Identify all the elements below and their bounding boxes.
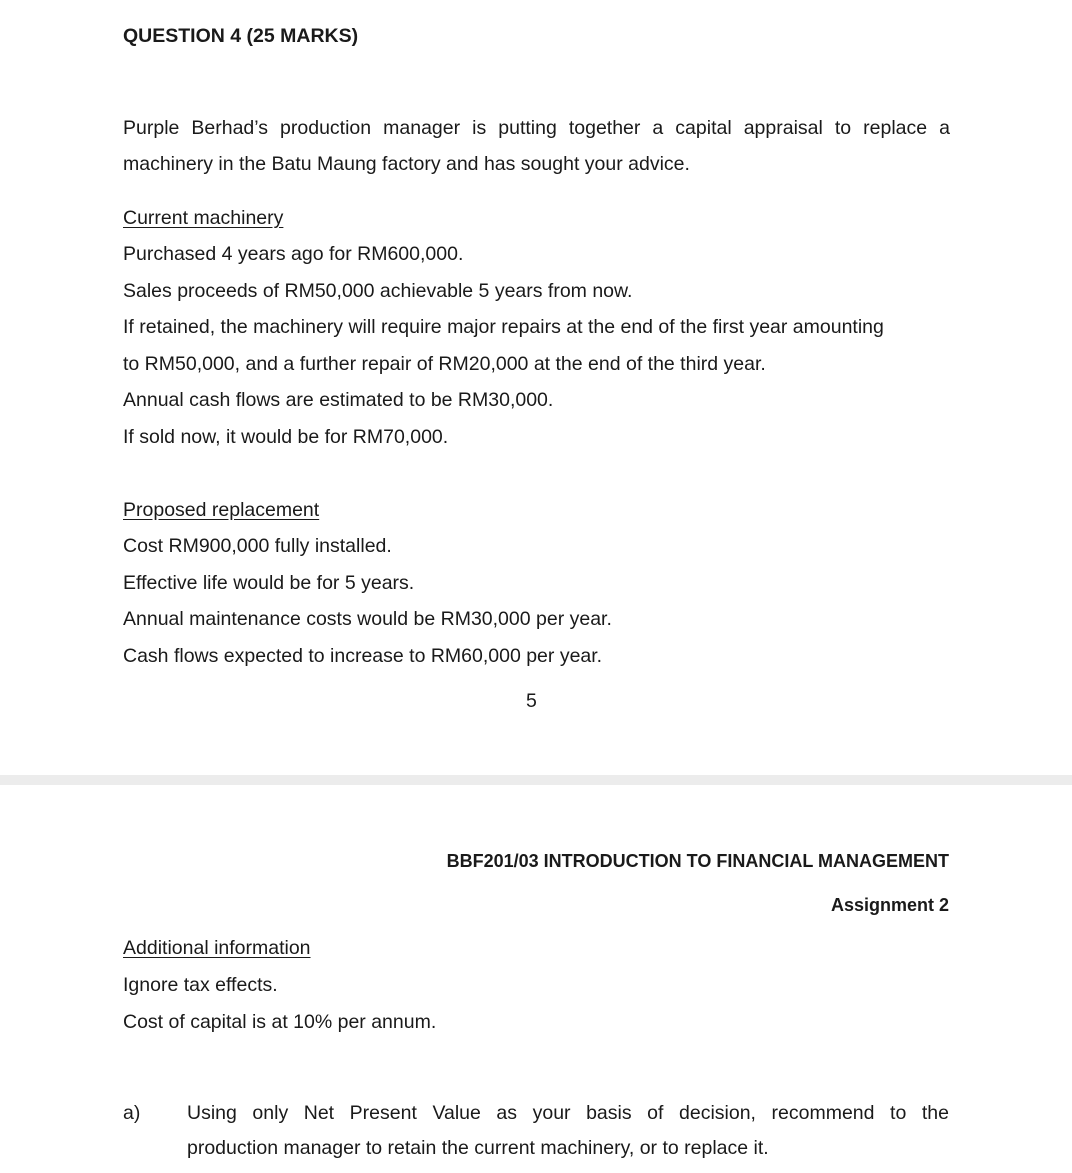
proposed-replacement-line: Cash flows expected to increase to RM60,000 per year. — [123, 645, 603, 667]
page-separator — [0, 775, 1072, 785]
proposed-replacement-line: Annual maintenance costs would be RM30,000 per year. — [123, 608, 612, 630]
page-bottom — [0, 785, 1072, 1173]
additional-information-line: Cost of capital is at 10% per annum. — [123, 1011, 437, 1033]
current-machinery-line: If sold now, it would be for RM70,000. — [123, 426, 449, 448]
current-machinery-line: Sales proceeds of RM50,000 achievable 5 years from now. — [123, 280, 633, 302]
intro-line-2: machinery in the Batu Maung factory and has sought your advice. — [123, 153, 690, 175]
page-number: 5 — [526, 690, 537, 712]
proposed-replacement-line: Effective life would be for 5 years. — [123, 572, 415, 594]
current-machinery-title: Current machinery — [123, 207, 284, 229]
current-machinery-line: Annual cash flows are estimated to be RM30,000. — [123, 389, 554, 411]
part-a-label: a) — [123, 1102, 141, 1124]
proposed-replacement-line: Cost RM900,000 fully installed. — [123, 535, 392, 557]
course-header: BBF201/03 INTRODUCTION TO FINANCIAL MANAGEMENT — [446, 851, 949, 871]
current-machinery-line: If retained, the machinery will require major repairs at the end of the first year amounting — [123, 316, 884, 338]
additional-information-title: Additional information — [123, 937, 311, 959]
proposed-replacement-title: Proposed replacement — [123, 499, 320, 521]
additional-information-line: Ignore tax effects. — [123, 974, 278, 996]
question-heading: QUESTION 4 (25 MARKS) — [123, 25, 359, 47]
current-machinery-line: Purchased 4 years ago for RM600,000. — [123, 243, 464, 265]
intro-line-1: Purple Berhad’s production manager is putting together a capital appraisal to replace a — [123, 117, 950, 139]
assignment-label: Assignment 2 — [830, 895, 949, 915]
part-a-line-2: production manager to retain the current machinery, or to replace it. — [187, 1137, 769, 1159]
current-machinery-line: to RM50,000, and a further repair of RM20,000 at the end of the third year. — [123, 353, 766, 375]
part-a-line-1: Using only Net Present Value as your basis of decision, recommend to the — [187, 1102, 949, 1124]
